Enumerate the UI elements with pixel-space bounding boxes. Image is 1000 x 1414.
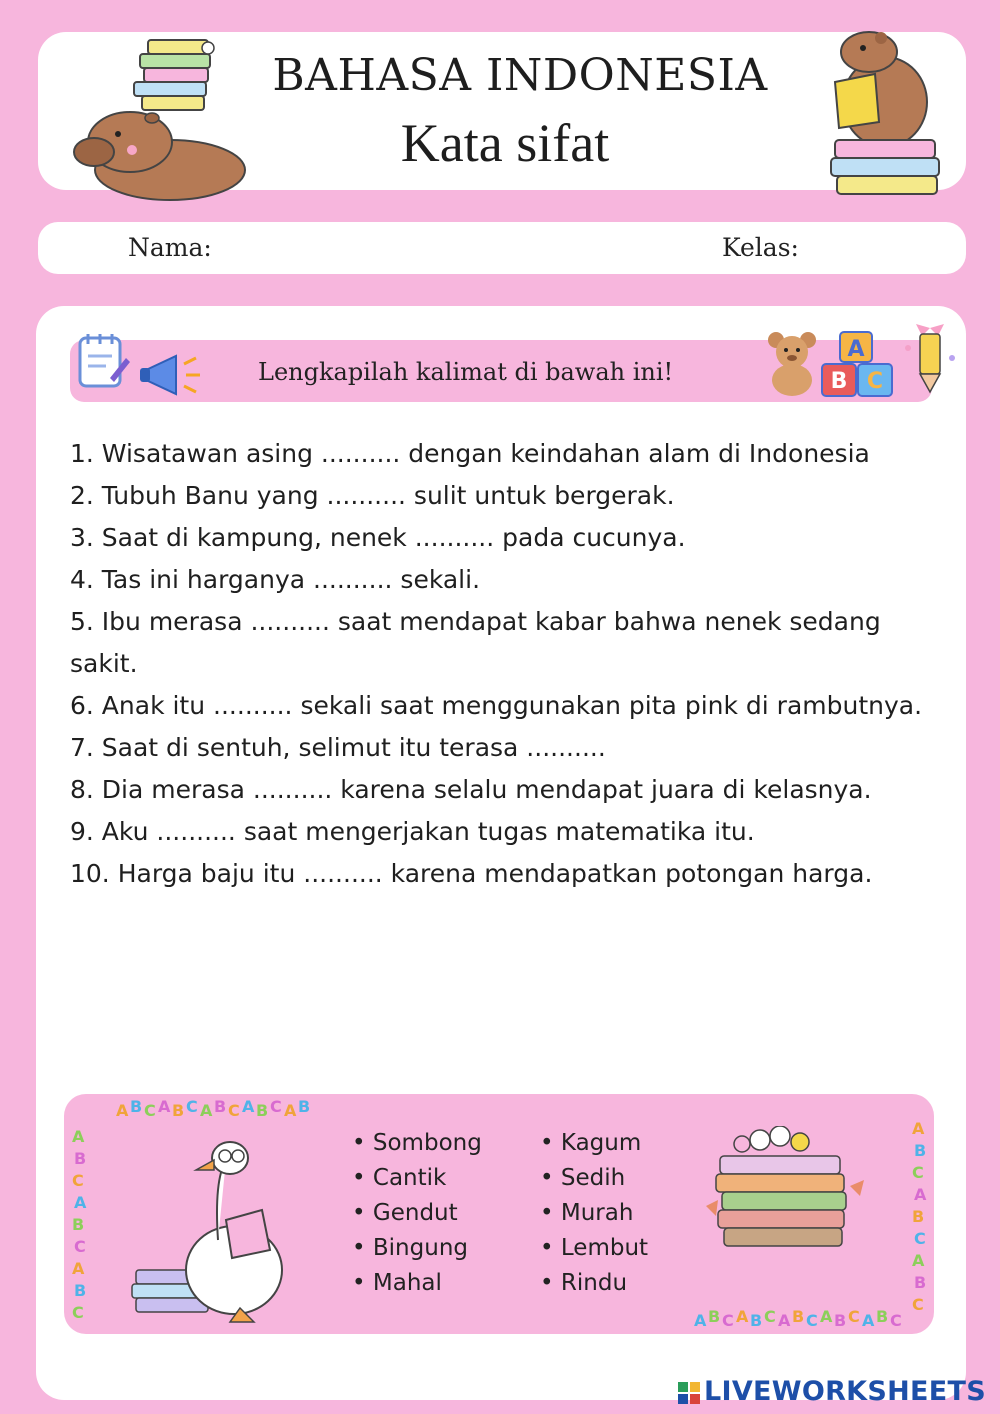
svg-text:A: A bbox=[72, 1127, 85, 1146]
word-bank-column-1 bbox=[352, 1126, 482, 1301]
svg-text:C: C bbox=[912, 1295, 924, 1314]
svg-text:B: B bbox=[130, 1097, 143, 1116]
word-bank-item: • Bingung bbox=[352, 1231, 482, 1266]
svg-text:C: C bbox=[912, 1163, 924, 1182]
svg-text:C: C bbox=[144, 1101, 156, 1120]
svg-text:C: C bbox=[866, 369, 884, 394]
svg-text:A: A bbox=[847, 337, 865, 362]
svg-text:A: A bbox=[778, 1311, 791, 1330]
footer-brand bbox=[678, 1376, 986, 1407]
svg-text:B: B bbox=[914, 1141, 927, 1160]
svg-text:A: A bbox=[736, 1307, 749, 1326]
svg-text:C: C bbox=[270, 1097, 282, 1116]
word-bank-item: • Murah bbox=[540, 1196, 648, 1231]
notepad-icon bbox=[74, 330, 130, 390]
word-bank-item: • Cantik bbox=[352, 1161, 482, 1196]
word-bank-item: • Gendut bbox=[352, 1196, 482, 1231]
svg-text:C: C bbox=[806, 1311, 818, 1330]
question-8: 8. Dia merasa .......... karena selalu mendapat juara di kelasnya. bbox=[70, 775, 872, 804]
svg-text:B: B bbox=[256, 1101, 269, 1120]
svg-text:C: C bbox=[72, 1171, 84, 1190]
flower-books-icon bbox=[700, 1126, 880, 1276]
svg-text:A: A bbox=[912, 1251, 925, 1270]
svg-text:C: C bbox=[74, 1237, 86, 1256]
svg-text:A: A bbox=[820, 1307, 833, 1326]
svg-text:B: B bbox=[876, 1307, 889, 1326]
teddy-bear-icon bbox=[762, 328, 822, 398]
svg-text:A: A bbox=[242, 1097, 255, 1116]
word-bank-column-2 bbox=[540, 1126, 648, 1301]
word-bank-item: • Mahal bbox=[352, 1266, 482, 1301]
question-9: 9. Aku .......... saat mengerjakan tugas matematika itu. bbox=[70, 817, 755, 846]
question-list bbox=[70, 433, 930, 895]
svg-text:A: A bbox=[694, 1311, 707, 1330]
svg-text:B: B bbox=[298, 1097, 311, 1116]
svg-text:A: A bbox=[862, 1311, 875, 1330]
svg-text:B: B bbox=[708, 1307, 721, 1326]
svg-text:B: B bbox=[834, 1311, 847, 1330]
svg-text:B: B bbox=[74, 1281, 87, 1300]
name-label: Nama: bbox=[128, 233, 212, 262]
svg-text:B: B bbox=[792, 1307, 805, 1326]
question-1: 1. Wisatawan asing .......... dengan keindahan alam di Indonesia bbox=[70, 439, 870, 468]
svg-text:C: C bbox=[228, 1101, 240, 1120]
question-2: 2. Tubuh Banu yang .......... sulit untuk bergerak. bbox=[70, 481, 675, 510]
svg-text:B: B bbox=[72, 1215, 85, 1234]
svg-text:A: A bbox=[914, 1185, 927, 1204]
question-5: 5. Ibu merasa .......... saat mendapat kabar bahwa nenek sedang sakit. bbox=[70, 607, 881, 678]
word-bank-item: • Sombong bbox=[352, 1126, 482, 1161]
svg-text:A: A bbox=[912, 1119, 925, 1138]
svg-text:A: A bbox=[158, 1097, 171, 1116]
goose-reading-icon bbox=[130, 1130, 300, 1330]
pencil-bow-icon bbox=[900, 318, 960, 398]
svg-text:A: A bbox=[74, 1193, 87, 1212]
liveworksheets-logo-icon bbox=[678, 1382, 700, 1404]
svg-text:C: C bbox=[848, 1307, 860, 1326]
svg-text:B: B bbox=[912, 1207, 925, 1226]
svg-text:A: A bbox=[200, 1101, 213, 1120]
question-7: 7. Saat di sentuh, selimut itu terasa .......... bbox=[70, 733, 606, 762]
svg-text:C: C bbox=[186, 1097, 198, 1116]
question-6: 6. Anak itu .......... sekali saat menggunakan pita pink di rambutnya. bbox=[70, 691, 923, 720]
topic-title: Kata sifat bbox=[400, 113, 610, 173]
abc-blocks-icon bbox=[818, 330, 898, 400]
instruction-text: Lengkapilah kalimat di bawah ini! bbox=[258, 358, 674, 386]
svg-text:A: A bbox=[116, 1101, 129, 1120]
svg-text:A: A bbox=[284, 1101, 297, 1120]
svg-text:A: A bbox=[72, 1259, 85, 1278]
svg-text:C: C bbox=[72, 1303, 84, 1322]
word-bank-item: • Rindu bbox=[540, 1266, 648, 1301]
megaphone-icon bbox=[138, 350, 208, 400]
svg-text:B: B bbox=[214, 1097, 227, 1116]
svg-text:B: B bbox=[74, 1149, 87, 1168]
question-4: 4. Tas ini harganya .......... sekali. bbox=[70, 565, 481, 594]
word-bank-item: • Kagum bbox=[540, 1126, 648, 1161]
svg-text:B: B bbox=[750, 1311, 763, 1330]
footer-brand-text[interactable]: LIVEWORKSHEETS bbox=[703, 1376, 986, 1407]
question-10: 10. Harga baju itu .......... karena mendapatkan potongan harga. bbox=[70, 859, 873, 888]
svg-text:C: C bbox=[890, 1311, 902, 1330]
class-label: Kelas: bbox=[722, 233, 799, 262]
svg-text:C: C bbox=[764, 1307, 776, 1326]
word-bank-item: • Lembut bbox=[540, 1231, 648, 1266]
svg-text:B: B bbox=[914, 1273, 927, 1292]
word-bank-item: • Sedih bbox=[540, 1161, 648, 1196]
question-3: 3. Saat di kampung, nenek .......... pada cucunya. bbox=[70, 523, 686, 552]
svg-text:B: B bbox=[172, 1101, 185, 1120]
svg-text:B: B bbox=[830, 369, 848, 394]
svg-text:C: C bbox=[914, 1229, 926, 1248]
subject-title: BAHASA INDONESIA bbox=[272, 50, 768, 101]
svg-text:C: C bbox=[722, 1311, 734, 1330]
